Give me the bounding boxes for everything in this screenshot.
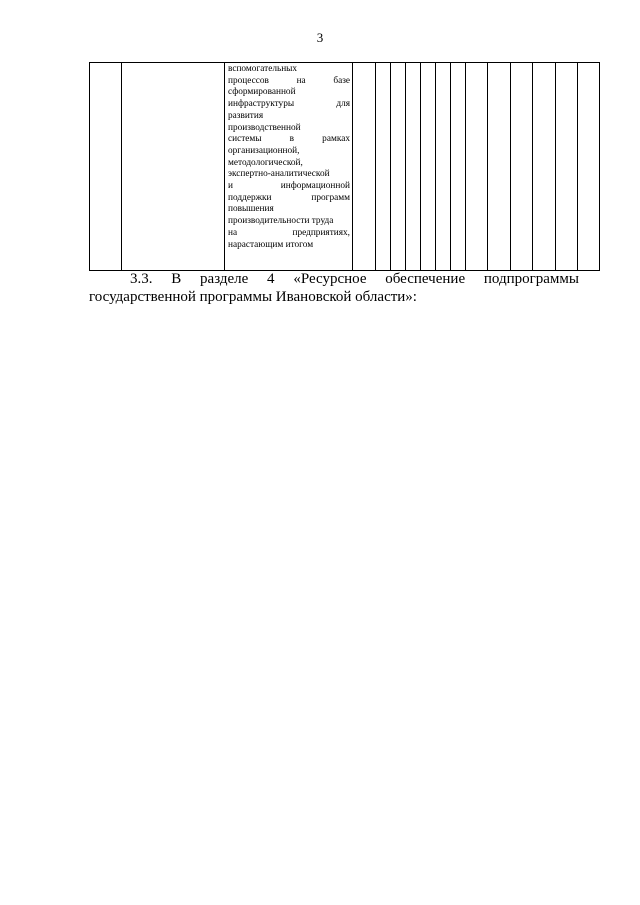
paragraph-line: 3.3. В разделе 4 «Ресурсное обеспечение подпрограммы	[130, 271, 579, 287]
table-cell-value	[466, 63, 488, 271]
description-line: вспомогательных	[228, 64, 298, 74]
description-line: поддержки программ	[228, 192, 350, 203]
description-line: на предприятиях,	[228, 227, 350, 238]
table-row	[90, 63, 600, 271]
description-line: производительности труда	[228, 216, 334, 227]
description-line: производственной	[228, 122, 301, 133]
table-cell-value	[556, 63, 578, 271]
body-paragraph	[89, 270, 579, 306]
page-number: 3	[316, 30, 324, 45]
description-line: развития	[228, 110, 264, 121]
description-line: нарастающим итогом	[228, 239, 314, 250]
table-cell-value	[451, 63, 466, 271]
table-cell-value	[488, 63, 511, 271]
table-cell-value	[533, 63, 556, 271]
description-line: организационной,	[228, 145, 300, 156]
paragraph-line: государственной программы Ивановской области»:	[89, 289, 417, 305]
table-cell-value	[511, 63, 533, 271]
description-line: системы в рамках	[228, 134, 350, 145]
description-line: сформированной	[228, 87, 296, 98]
table-cell-value	[406, 63, 421, 271]
table-cell-value	[353, 63, 376, 271]
description-line: и информационной	[228, 181, 350, 192]
description-line: инфраструктуры для	[228, 99, 350, 110]
description-line: методологической,	[228, 157, 303, 168]
table-cell-name	[122, 63, 225, 271]
description-line: процессов на базе	[228, 75, 350, 86]
table-cell-number	[90, 63, 122, 271]
indicator-table	[89, 62, 600, 271]
table-cell-value	[391, 63, 406, 271]
table-cell-value	[421, 63, 436, 271]
description-line: экспертно-аналитической	[228, 169, 330, 180]
table-cell-value	[376, 63, 391, 271]
description-line: повышения	[228, 204, 274, 215]
table-cell-value	[436, 63, 451, 271]
table-cell-value	[578, 63, 600, 271]
table-cell-description	[225, 63, 353, 271]
